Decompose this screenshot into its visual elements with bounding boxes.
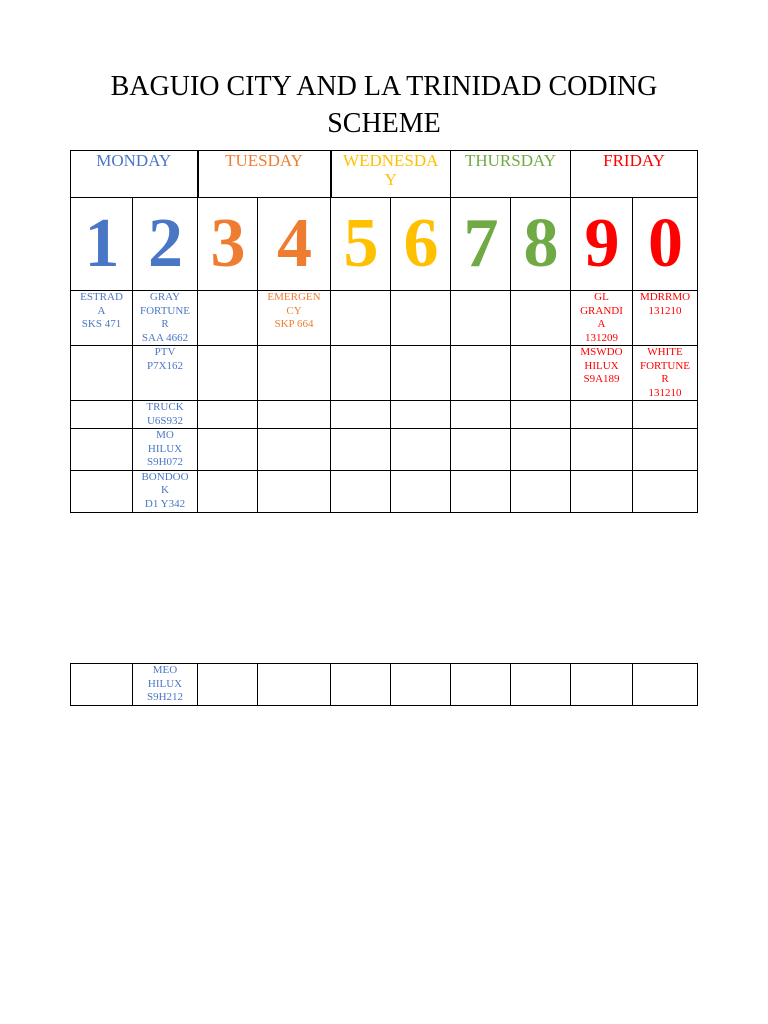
empty-cell — [571, 664, 633, 706]
day-wednesday: WEDNESDA Y — [331, 151, 451, 198]
entry-cell: MDRRMO 131210 — [633, 291, 698, 346]
empty-cell — [391, 346, 451, 401]
digit-5: 5 — [331, 198, 391, 291]
digit-1: 1 — [71, 198, 133, 291]
empty-cell — [258, 470, 331, 512]
digit-9: 9 — [571, 198, 633, 291]
entry-cell: MEO HILUX S9H212 — [133, 664, 198, 706]
empty-cell — [391, 291, 451, 346]
empty-cell — [71, 664, 133, 706]
empty-cell — [633, 470, 698, 512]
digit-8: 8 — [511, 198, 571, 291]
day-monday: MONDAY — [71, 151, 198, 198]
entry-cell: ESTRAD A SKS 471 — [71, 291, 133, 346]
entry-cell: PTV P7X162 — [133, 346, 198, 401]
entry-cell: MO HILUX S9H072 — [133, 429, 198, 471]
empty-cell — [451, 401, 511, 429]
empty-cell — [391, 664, 451, 706]
empty-cell — [571, 401, 633, 429]
empty-cell — [451, 429, 511, 471]
digit-4: 4 — [258, 198, 331, 291]
table-row — [71, 401, 698, 429]
empty-cell — [571, 429, 633, 471]
empty-cell — [198, 664, 258, 706]
empty-cell — [258, 664, 331, 706]
empty-cell — [511, 429, 571, 471]
empty-cell — [331, 664, 391, 706]
digit-7: 7 — [451, 198, 511, 291]
empty-cell — [511, 291, 571, 346]
empty-cell — [258, 401, 331, 429]
empty-cell — [633, 429, 698, 471]
digit-6: 6 — [391, 198, 451, 291]
coding-scheme-table — [70, 150, 698, 513]
entry-cell: GRAY FORTUNE R SAA 4662 — [133, 291, 198, 346]
entry-cell: EMERGEN CY SKP 664 — [258, 291, 331, 346]
empty-cell — [391, 401, 451, 429]
empty-cell — [451, 291, 511, 346]
digit-0: 0 — [633, 198, 698, 291]
entry-cell: TRUCK U6S932 — [133, 401, 198, 429]
empty-cell — [451, 346, 511, 401]
empty-cell — [511, 470, 571, 512]
digit-2: 2 — [133, 198, 198, 291]
day-tuesday: TUESDAY — [198, 151, 331, 198]
empty-cell — [391, 470, 451, 512]
empty-cell — [198, 346, 258, 401]
empty-cell — [198, 401, 258, 429]
empty-cell — [331, 291, 391, 346]
day-header-row — [71, 151, 698, 198]
empty-cell — [71, 346, 133, 401]
empty-cell — [633, 401, 698, 429]
table-row — [71, 664, 698, 706]
empty-cell — [451, 664, 511, 706]
table-row — [71, 470, 698, 512]
day-friday: FRIDAY — [571, 151, 698, 198]
empty-cell — [71, 470, 133, 512]
empty-cell — [331, 401, 391, 429]
entry-cell: WHITE FORTUNE R 131210 — [633, 346, 698, 401]
table-row — [71, 291, 698, 346]
extra-entry-table — [70, 663, 698, 706]
empty-cell — [71, 401, 133, 429]
empty-cell — [511, 401, 571, 429]
empty-cell — [511, 664, 571, 706]
empty-cell — [331, 429, 391, 471]
empty-cell — [198, 470, 258, 512]
empty-cell — [511, 346, 571, 401]
empty-cell — [258, 346, 331, 401]
digit-row — [71, 198, 698, 291]
page-title: BAGUIO CITY AND LA TRINIDAD CODING SCHEME — [110, 71, 658, 139]
empty-cell — [198, 291, 258, 346]
day-thursday: THURSDAY — [451, 151, 571, 198]
table-row — [71, 346, 698, 401]
empty-cell — [331, 346, 391, 401]
empty-cell — [71, 429, 133, 471]
empty-cell — [258, 429, 331, 471]
empty-cell — [391, 429, 451, 471]
table-row — [71, 429, 698, 471]
entry-cell: GL GRANDI A 131209 — [571, 291, 633, 346]
empty-cell — [198, 429, 258, 471]
digit-3: 3 — [198, 198, 258, 291]
empty-cell — [451, 470, 511, 512]
entry-cell: MSWDO HILUX S9A189 — [571, 346, 633, 401]
empty-cell — [331, 470, 391, 512]
empty-cell — [633, 664, 698, 706]
entry-cell: BONDOO K D1 Y342 — [133, 470, 198, 512]
empty-cell — [571, 470, 633, 512]
